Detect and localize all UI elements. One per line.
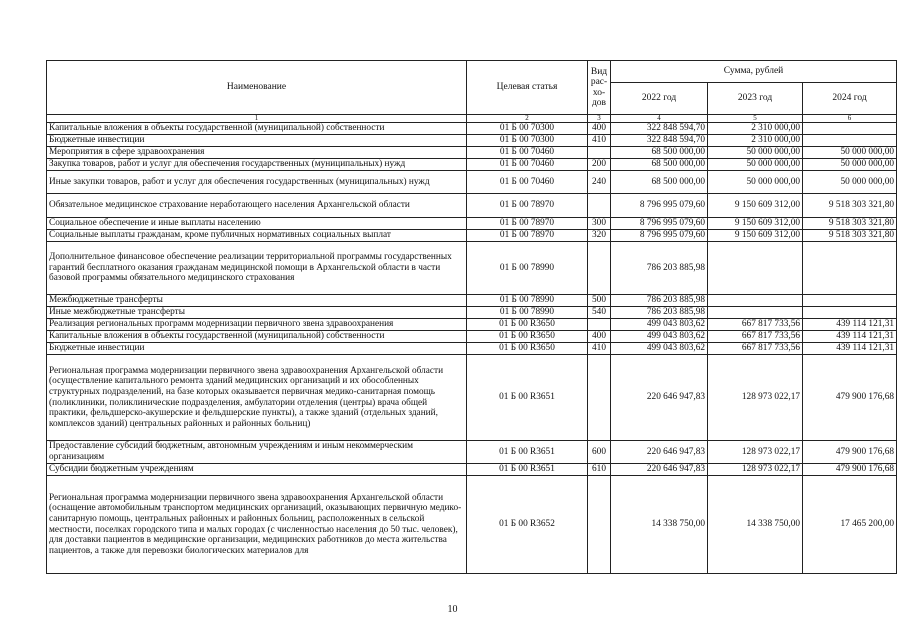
row-sum-2023: 14 338 750,00 [708, 476, 803, 574]
row-expense-type: 200 [588, 159, 611, 171]
table-row [47, 147, 897, 159]
row-target-article: 01 Б 00 70300 [467, 123, 588, 135]
column-number: 4 [611, 115, 708, 123]
row-sum-2024: 479 900 176,68 [803, 464, 897, 476]
row-name: Дополнительное финансовое обеспечение реализации территориальной программы государственных гарантий бесплатного оказания гражданам медицинской помощи в Архангельской области в части базовой программы обязательного медицинского страхования [47, 242, 467, 295]
header-year-2024: 2024 год [803, 83, 897, 115]
table-row [47, 159, 897, 171]
row-name: Закупка товаров, работ и услуг для обеспечения государственных (муниципальных) нужд [47, 159, 467, 171]
row-sum-2023: 128 973 022,17 [708, 441, 803, 464]
row-target-article: 01 Б 00 R3651 [467, 355, 588, 441]
header-vid-line: хо- [592, 87, 606, 98]
row-expense-type: 320 [588, 230, 611, 242]
table-row [47, 230, 897, 242]
row-sum-2024: 17 465 200,00 [803, 476, 897, 574]
row-target-article: 01 Б 00 70460 [467, 159, 588, 171]
row-sum-2022: 322 848 594,70 [611, 123, 708, 135]
row-expense-type: 410 [588, 343, 611, 355]
row-sum-2024: 50 000 000,00 [803, 159, 897, 171]
row-target-article: 01 Б 00 R3650 [467, 319, 588, 331]
row-sum-2023: 9 150 609 312,00 [708, 218, 803, 230]
table-row [47, 355, 897, 441]
row-target-article: 01 Б 00 78970 [467, 218, 588, 230]
row-sum-2024: 9 518 303 321,80 [803, 218, 897, 230]
row-sum-2022: 220 646 947,83 [611, 464, 708, 476]
row-target-article: 01 Б 00 78970 [467, 194, 588, 218]
row-sum-2024: 439 114 121,31 [803, 331, 897, 343]
row-sum-2023 [708, 242, 803, 295]
table-row [47, 331, 897, 343]
row-sum-2024: 9 518 303 321,80 [803, 194, 897, 218]
row-sum-2022: 14 338 750,00 [611, 476, 708, 574]
row-sum-2024: 50 000 000,00 [803, 171, 897, 194]
table-row [47, 218, 897, 230]
table-body [47, 123, 897, 574]
row-sum-2023: 2 310 000,00 [708, 135, 803, 147]
row-sum-2022: 499 043 803,62 [611, 319, 708, 331]
table-row [47, 295, 897, 307]
table-row [47, 464, 897, 476]
row-sum-2023: 667 817 733,56 [708, 319, 803, 331]
table-row [47, 135, 897, 147]
row-sum-2024: 50 000 000,00 [803, 147, 897, 159]
row-sum-2024: 439 114 121,31 [803, 343, 897, 355]
header-expense-type [588, 61, 611, 115]
row-sum-2022: 786 203 885,98 [611, 295, 708, 307]
header-sum: Сумма, рублей [611, 61, 897, 83]
row-sum-2022: 8 796 995 079,60 [611, 230, 708, 242]
row-sum-2024: 479 900 176,68 [803, 355, 897, 441]
row-sum-2022: 68 500 000,00 [611, 171, 708, 194]
column-number: 1 [47, 115, 467, 123]
row-sum-2023: 50 000 000,00 [708, 147, 803, 159]
table-row [47, 441, 897, 464]
row-expense-type [588, 319, 611, 331]
table-row [47, 242, 897, 295]
row-target-article: 01 Б 00 R3651 [467, 464, 588, 476]
row-name: Капитальные вложения в объекты государственной (муниципальной) собственности [47, 331, 467, 343]
row-sum-2024 [803, 307, 897, 319]
row-expense-type: 610 [588, 464, 611, 476]
row-sum-2024 [803, 242, 897, 295]
header-year-2023: 2023 год [708, 83, 803, 115]
row-expense-type [588, 355, 611, 441]
row-name: Бюджетные инвестиции [47, 343, 467, 355]
header-name: Наименование [47, 61, 467, 115]
row-sum-2023: 9 150 609 312,00 [708, 194, 803, 218]
row-target-article: 01 Б 00 R3650 [467, 343, 588, 355]
row-sum-2023: 667 817 733,56 [708, 343, 803, 355]
row-sum-2024 [803, 295, 897, 307]
header-target-article: Целевая статья [467, 61, 588, 115]
row-target-article: 01 Б 00 70300 [467, 135, 588, 147]
row-name: Бюджетные инвестиции [47, 135, 467, 147]
row-sum-2024 [803, 123, 897, 135]
table-row [47, 476, 897, 574]
row-name: Предоставление субсидий бюджетным, автономным учреждениям и иным некоммерческим организациям [47, 441, 467, 464]
header-vid-line: рас- [590, 77, 608, 87]
row-expense-type [588, 476, 611, 574]
column-number: 5 [708, 115, 803, 123]
column-number: 2 [467, 115, 588, 123]
row-name: Субсидии бюджетным учреждениям [47, 464, 467, 476]
row-sum-2023: 9 150 609 312,00 [708, 230, 803, 242]
table-row [47, 319, 897, 331]
table-row [47, 307, 897, 319]
row-expense-type [588, 242, 611, 295]
row-sum-2022: 68 500 000,00 [611, 159, 708, 171]
row-name: Социальное обеспечение и иные выплаты населению [47, 218, 467, 230]
budget-table [46, 60, 897, 574]
row-sum-2023: 50 000 000,00 [708, 159, 803, 171]
row-expense-type: 400 [588, 331, 611, 343]
row-expense-type: 410 [588, 135, 611, 147]
budget-table-container [46, 60, 894, 574]
row-name: Иные межбюджетные трансферты [47, 307, 467, 319]
row-sum-2023: 128 973 022,17 [708, 464, 803, 476]
row-sum-2022: 786 203 885,98 [611, 242, 708, 295]
row-name: Региональная программа модернизации первичного звена здравоохранения Архангельской области (осуществление капитального ремонта зданий медицинских организаций и их обособленных структурных подразделений, на базе которых оказывается первичная медико-санитарная помощь (поликлиники, поликлинические подразделения, амбулатории отделения (центры) врача общей практики, фельдшерско-акушерские и фельдшерские пункты), а также зданий (отдельных зданий, комплексов зданий) центральных районных и районных больниц) [47, 355, 467, 441]
row-target-article: 01 Б 00 R3650 [467, 331, 588, 343]
row-sum-2024: 9 518 303 321,80 [803, 230, 897, 242]
row-sum-2022: 68 500 000,00 [611, 147, 708, 159]
row-sum-2024: 479 900 176,68 [803, 441, 897, 464]
row-sum-2024 [803, 135, 897, 147]
column-number-row [47, 115, 897, 123]
row-target-article: 01 Б 00 78990 [467, 307, 588, 319]
row-name: Межбюджетные трансферты [47, 295, 467, 307]
row-sum-2022: 499 043 803,62 [611, 343, 708, 355]
row-sum-2024: 439 114 121,31 [803, 319, 897, 331]
row-name: Мероприятия в сфере здравоохранения [47, 147, 467, 159]
row-name: Социальные выплаты гражданам, кроме публичных нормативных социальных выплат [47, 230, 467, 242]
row-target-article: 01 Б 00 R3651 [467, 441, 588, 464]
row-expense-type: 240 [588, 171, 611, 194]
row-sum-2022: 322 848 594,70 [611, 135, 708, 147]
header-vid-line: дов [591, 98, 607, 108]
row-expense-type [588, 194, 611, 218]
table-row [47, 123, 897, 135]
row-name: Реализация региональных программ модернизации первичного звена здравоохранения [47, 319, 467, 331]
table-row [47, 343, 897, 355]
table-row [47, 171, 897, 194]
row-name: Иные закупки товаров, работ и услуг для обеспечения государственных (муниципальных) нужд [47, 171, 467, 194]
table-row [47, 194, 897, 218]
column-number: 3 [588, 115, 611, 123]
row-expense-type: 300 [588, 218, 611, 230]
row-sum-2022: 499 043 803,62 [611, 331, 708, 343]
row-sum-2023 [708, 295, 803, 307]
row-name: Обязательное медицинское страхование неработающего населения Архангельской области [47, 194, 467, 218]
row-sum-2022: 786 203 885,98 [611, 307, 708, 319]
row-sum-2023: 667 817 733,56 [708, 331, 803, 343]
row-sum-2023: 50 000 000,00 [708, 171, 803, 194]
row-expense-type: 500 [588, 295, 611, 307]
row-target-article: 01 Б 00 70460 [467, 171, 588, 194]
header-year-2022: 2022 год [611, 83, 708, 115]
row-target-article: 01 Б 00 78970 [467, 230, 588, 242]
row-target-article: 01 Б 00 70460 [467, 147, 588, 159]
row-sum-2022: 8 796 995 079,60 [611, 194, 708, 218]
column-number: 6 [803, 115, 897, 123]
row-sum-2023: 2 310 000,00 [708, 123, 803, 135]
row-sum-2023: 128 973 022,17 [708, 355, 803, 441]
row-sum-2022: 8 796 995 079,60 [611, 218, 708, 230]
row-expense-type: 540 [588, 307, 611, 319]
row-target-article: 01 Б 00 R3652 [467, 476, 588, 574]
row-sum-2022: 220 646 947,83 [611, 355, 708, 441]
row-target-article: 01 Б 00 78990 [467, 242, 588, 295]
header-vid-line: Вид [590, 66, 608, 77]
row-target-article: 01 Б 00 78990 [467, 295, 588, 307]
row-expense-type: 400 [588, 123, 611, 135]
row-expense-type [588, 147, 611, 159]
row-name: Капитальные вложения в объекты государственной (муниципальной) собственности [47, 123, 467, 135]
row-sum-2022: 220 646 947,83 [611, 441, 708, 464]
row-name: Региональная программа модернизации первичного звена здравоохранения Архангельской области (оснащение автомобильным транспортом медицинских организаций, оказывающих первичную медико-санитарную помощь, центральных районных и районных больниц, расположенных в сельской местности, поселках городского типа и малых городах (с численностью населения до 50 тыс. человек), для доставки пациентов в медицинские организации, медицинских работников до места жительства пациентов, а также для перевозки биологических материалов для [47, 476, 467, 574]
row-expense-type: 600 [588, 441, 611, 464]
page-number: 10 [447, 604, 458, 615]
row-sum-2023 [708, 307, 803, 319]
